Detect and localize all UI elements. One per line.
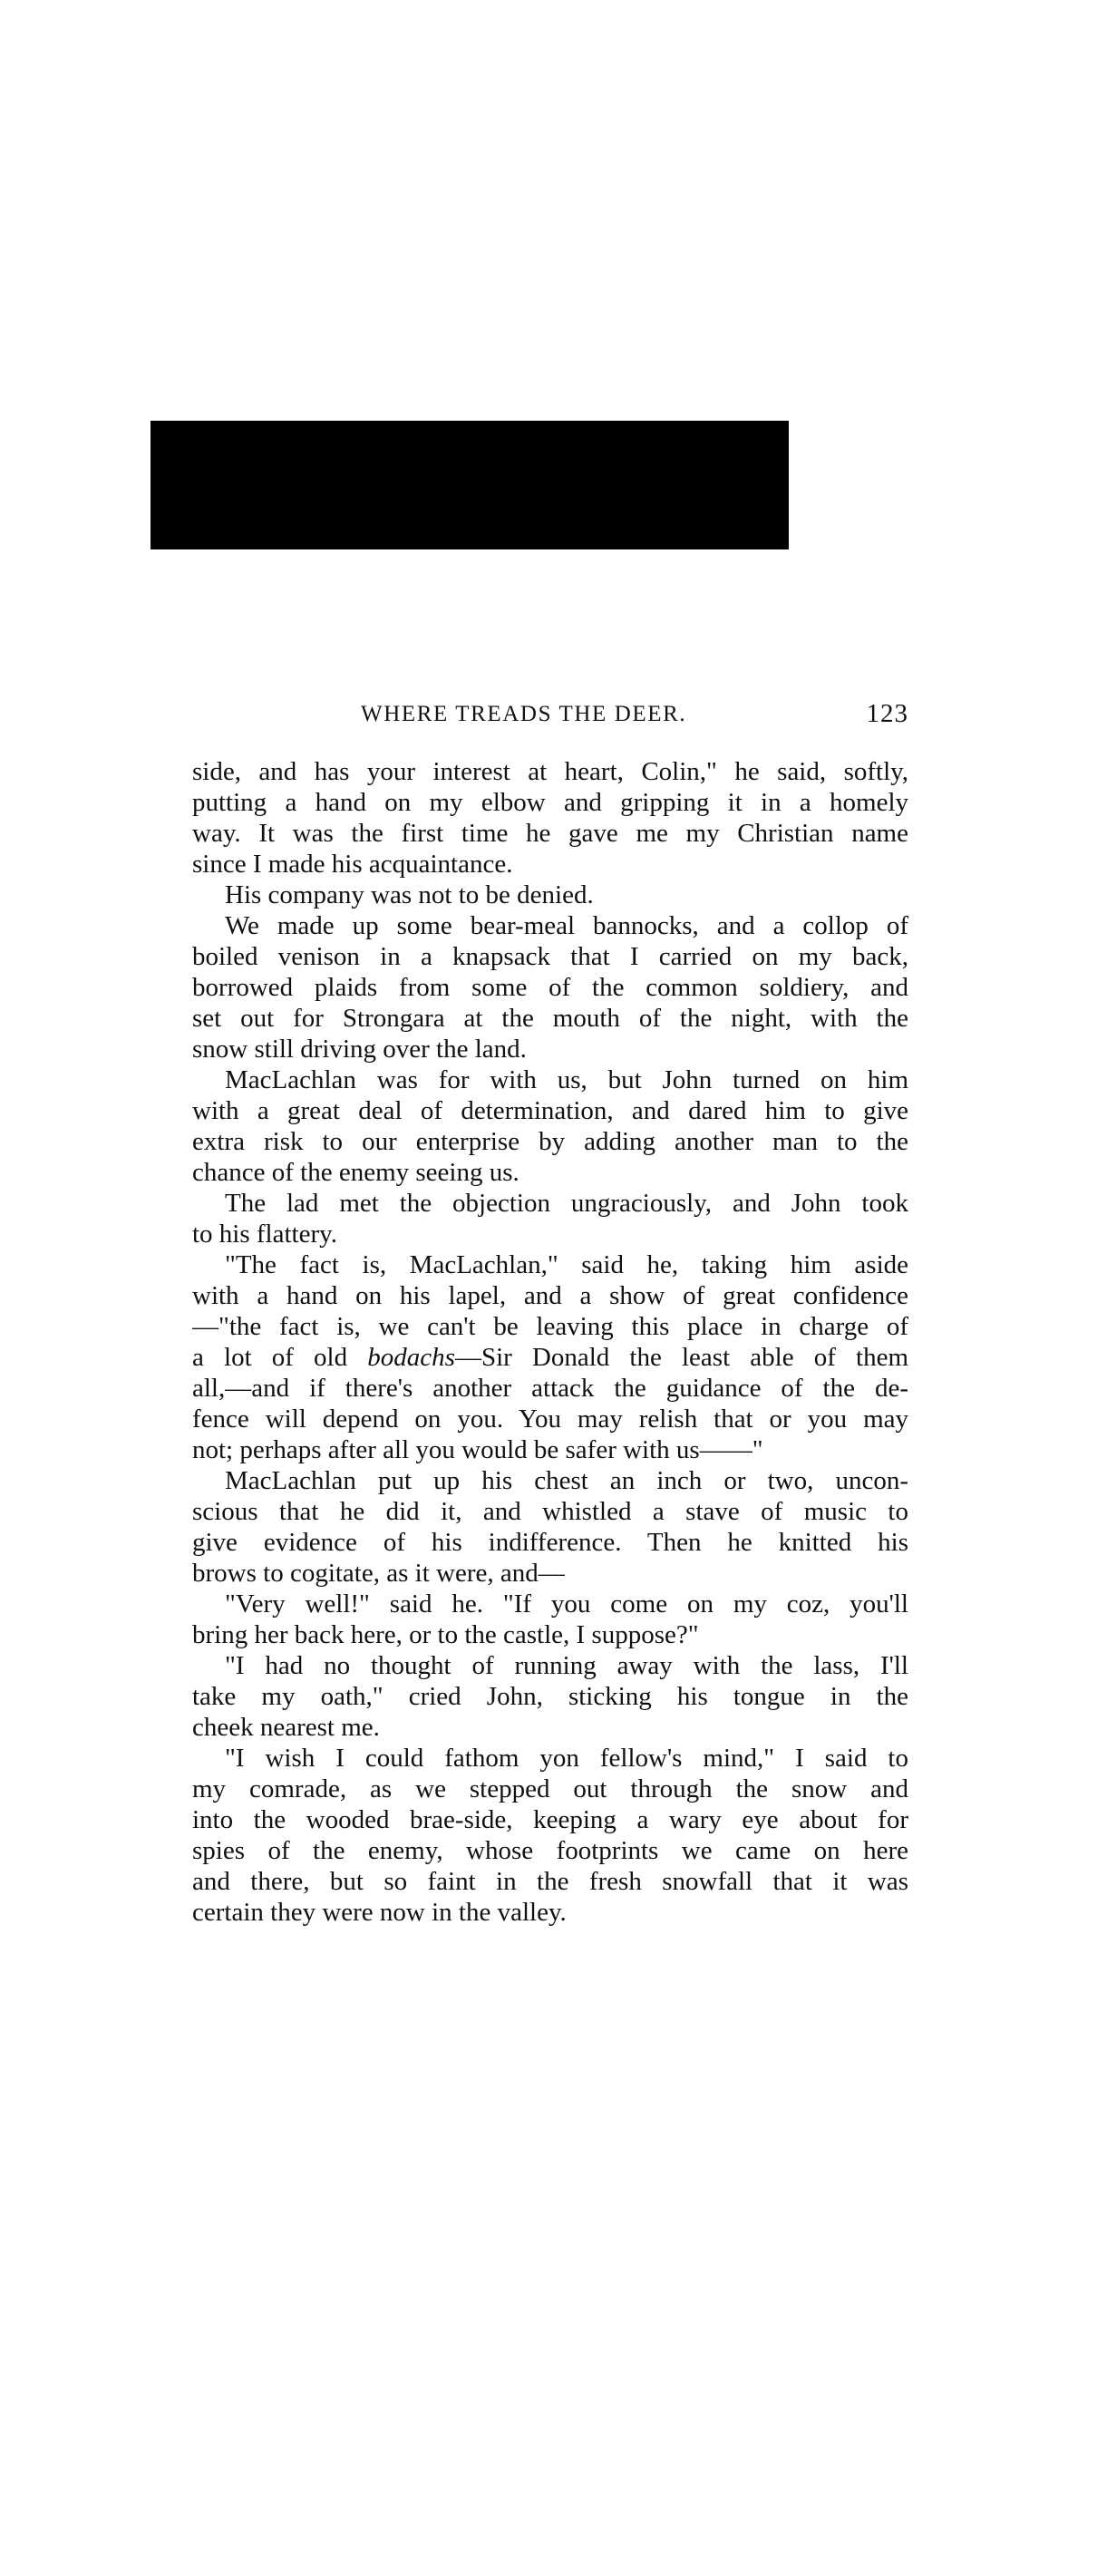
text-line: to his flattery. — [192, 1220, 337, 1249]
text-line: give evidence of his indifference. Then he knitted his — [192, 1528, 908, 1557]
running-header — [192, 698, 908, 731]
text-line: borrowed plaids from some of the common soldiery, and — [192, 973, 908, 1002]
text-line: spies of the enemy, whose footprints we came on here — [192, 1836, 908, 1865]
text-line: "The fact is, MacLachlan," said he, taking him aside — [225, 1250, 908, 1279]
text-line: chance of the enemy seeing us. — [192, 1158, 519, 1187]
text-line: not; perhaps after all you would be safer with us——" — [192, 1435, 763, 1464]
text-line: and there, but so faint in the fresh snowfall that it was — [192, 1867, 908, 1896]
text-line: snow still driving over the land. — [192, 1035, 527, 1064]
text-line: boiled venison in a knapsack that I carried on my back, — [192, 942, 908, 971]
text-line: "I had no thought of running away with the lass, I'll — [225, 1651, 908, 1680]
text-line: with a hand on his lapel, and a show of great confidence — [192, 1281, 908, 1310]
text-line: His company was not to be denied. — [225, 880, 594, 909]
text-line-with-italic — [192, 1342, 908, 1373]
text-line: "I wish I could fathom yon fellow's mind," I said to — [225, 1744, 908, 1773]
text-line: all,—and if there's another attack the guidance of the de- — [192, 1374, 908, 1403]
text-line: MacLachlan was for with us, but John turned on him — [225, 1065, 908, 1094]
text-line: take my oath," cried John, sticking his tongue in the — [192, 1682, 908, 1711]
text-line: We made up some bear-meal bannocks, and a collop of — [225, 911, 908, 940]
text-line: way. It was the first time he gave me my Christian name — [192, 819, 908, 848]
text-line: cheek nearest me. — [192, 1713, 380, 1742]
text-line: "Very well!" said he. "If you come on my coz, you'll — [225, 1589, 908, 1619]
text-line: with a great deal of determination, and dared him to give — [192, 1096, 908, 1125]
text-line: scious that he did it, and whistled a stave of music to — [192, 1497, 908, 1526]
text-line: putting a hand on my elbow and gripping it in a homely — [192, 788, 908, 817]
text-segment: a lot of old — [192, 1343, 368, 1372]
text-line: —"the fact is, we can't be leaving this place in charge of — [192, 1312, 908, 1341]
italic-word: bodachs — [367, 1343, 455, 1372]
text-line: brows to cogitate, as it were, and— — [192, 1559, 565, 1588]
text-line: bring her back here, or to the castle, I suppose?" — [192, 1620, 699, 1649]
running-title: WHERE TREADS THE DEER. — [361, 702, 687, 726]
text-line: my comrade, as we stepped out through the snow and — [192, 1774, 908, 1803]
text-line: certain they were now in the valley. — [192, 1898, 567, 1927]
text-line: since I made his acquaintance. — [192, 850, 513, 879]
redaction-block — [150, 421, 789, 549]
text-line: fence will depend on you. You may relish that or you may — [192, 1405, 908, 1434]
text-line: MacLachlan put up his chest an inch or two, uncon- — [225, 1466, 908, 1495]
text-line: set out for Strongara at the mouth of the night, with the — [192, 1004, 908, 1033]
body-text — [192, 756, 908, 1928]
text-line: into the wooded brae-side, keeping a wary eye about for — [192, 1805, 908, 1834]
text-line: side, and has your interest at heart, Colin," he said, softly, — [192, 757, 908, 786]
text-line: extra risk to our enterprise by adding another man to the — [192, 1127, 908, 1156]
page-number: 123 — [866, 699, 908, 728]
text-line: The lad met the objection ungraciously, and John took — [225, 1189, 908, 1218]
text-segment: —Sir Donald the least able of them — [454, 1343, 908, 1372]
